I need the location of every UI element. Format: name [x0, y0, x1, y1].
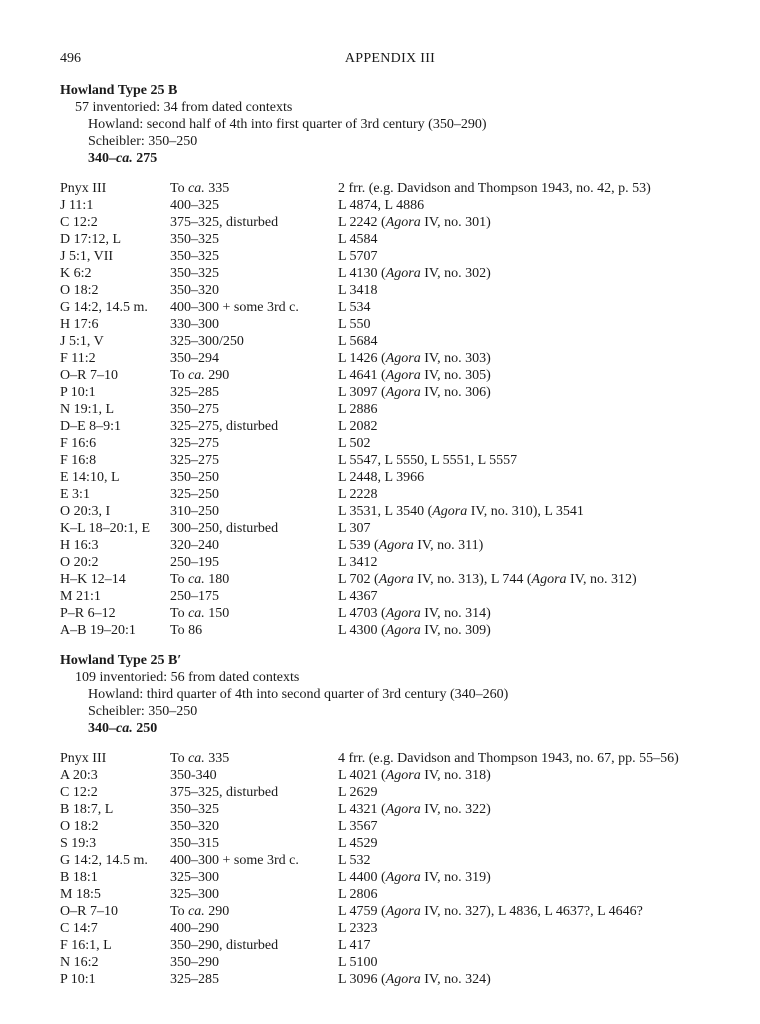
- objects-cell: L 4400 (Agora IV, no. 319): [338, 870, 491, 885]
- date-cell: 350-340: [170, 768, 217, 783]
- context-table: [60, 180, 720, 639]
- objects-cell: L 3096 (Agora IV, no. 324): [338, 972, 491, 987]
- table-row: [60, 333, 720, 350]
- table-row: [60, 469, 720, 486]
- table-row: [60, 954, 720, 971]
- table-row: [60, 299, 720, 316]
- date-cell: 310–250: [170, 504, 219, 519]
- objects-cell: 2 frr. (e.g. Davidson and Thompson 1943, no. 42, p. 53): [338, 181, 651, 196]
- table-row: [60, 588, 720, 605]
- objects-cell: L 702 (Agora IV, no. 313), L 744 (Agora IV, no. 312): [338, 572, 637, 587]
- objects-cell: L 3418: [338, 283, 378, 298]
- date-cell: To ca. 335: [170, 751, 230, 766]
- context-cell: O–R 7–10: [60, 904, 118, 919]
- page-number: 496: [60, 51, 81, 66]
- date-cell: To ca. 290: [170, 368, 230, 383]
- context-cell: F 11:2: [60, 351, 96, 366]
- date-cell: To ca. 290: [170, 904, 230, 919]
- objects-cell: L 4641 (Agora IV, no. 305): [338, 368, 491, 383]
- table-row: [60, 903, 720, 920]
- table-row: [60, 818, 720, 835]
- context-cell: B 18:1: [60, 870, 98, 885]
- context-cell: G 14:2, 14.5 m.: [60, 300, 148, 315]
- table-row: [60, 886, 720, 903]
- objects-cell: L 4321 (Agora IV, no. 322): [338, 802, 491, 817]
- objects-cell: L 4021 (Agora IV, no. 318): [338, 768, 491, 783]
- table-row: [60, 435, 720, 452]
- context-cell: S 19:3: [60, 836, 97, 851]
- date-cell: 325–275: [170, 436, 219, 451]
- date-cell: To ca. 150: [170, 606, 230, 621]
- context-cell: C 12:2: [60, 785, 98, 800]
- objects-cell: L 3097 (Agora IV, no. 306): [338, 385, 491, 400]
- table-row: [60, 622, 720, 639]
- date-range: 340–ca. 275: [88, 151, 158, 166]
- date-cell: 350–315: [170, 836, 219, 851]
- date-cell: 350–290, disturbed: [170, 938, 279, 953]
- table-row: [60, 869, 720, 886]
- context-cell: F 16:6: [60, 436, 97, 451]
- objects-cell: L 4367: [338, 589, 378, 604]
- date-cell: 350–275: [170, 402, 219, 417]
- date-cell: 350–320: [170, 819, 219, 834]
- context-cell: N 16:2: [60, 955, 99, 970]
- table-row: [60, 767, 720, 784]
- context-table: [60, 750, 720, 988]
- table-row: [60, 350, 720, 367]
- table-row: [60, 384, 720, 401]
- context-cell: P–R 6–12: [60, 606, 116, 621]
- date-cell: 325–285: [170, 972, 219, 987]
- context-cell: E 3:1: [60, 487, 90, 502]
- objects-cell: L 4759 (Agora IV, no. 327), L 4836, L 4637?, L 4646?: [338, 904, 643, 919]
- date-cell: 350–250: [170, 470, 219, 485]
- objects-cell: L 5707: [338, 249, 378, 264]
- context-cell: J 11:1: [60, 198, 94, 213]
- context-cell: P 10:1: [60, 385, 96, 400]
- objects-cell: L 4584: [338, 232, 378, 247]
- context-cell: M 18:5: [60, 887, 101, 902]
- objects-cell: L 2323: [338, 921, 378, 936]
- date-cell: 300–250, disturbed: [170, 521, 279, 536]
- date-cell: 325–285: [170, 385, 219, 400]
- table-row: [60, 920, 720, 937]
- context-cell: G 14:2, 14.5 m.: [60, 853, 148, 868]
- objects-cell: L 4874, L 4886: [338, 198, 425, 213]
- objects-cell: L 550: [338, 317, 371, 332]
- context-cell: Pnyx III: [60, 751, 107, 766]
- table-row: [60, 750, 720, 767]
- date-cell: To ca. 335: [170, 181, 230, 196]
- table-row: [60, 571, 720, 588]
- objects-cell: L 417: [338, 938, 371, 953]
- context-cell: N 19:1, L: [60, 402, 115, 417]
- inventoried-count: 57 inventoried: 34 from dated contexts: [75, 100, 293, 115]
- context-cell: O 18:2: [60, 819, 99, 834]
- objects-cell: L 4703 (Agora IV, no. 314): [338, 606, 491, 621]
- table-row: [60, 282, 720, 299]
- date-cell: 350–294: [170, 351, 219, 366]
- objects-cell: L 1426 (Agora IV, no. 303): [338, 351, 491, 366]
- howland-date: Howland: second half of 4th into first quarter of 3rd century (350–290): [88, 117, 487, 132]
- objects-cell: L 3531, L 3540 (Agora IV, no. 310), L 3541: [338, 504, 584, 519]
- table-row: [60, 401, 720, 418]
- objects-cell: L 307: [338, 521, 371, 536]
- context-cell: H 17:6: [60, 317, 99, 332]
- context-cell: O–R 7–10: [60, 368, 118, 383]
- context-cell: C 14:7: [60, 921, 98, 936]
- context-cell: H 16:3: [60, 538, 99, 553]
- table-row: [60, 316, 720, 333]
- context-cell: D 17:12, L: [60, 232, 122, 247]
- objects-cell: L 4130 (Agora IV, no. 302): [338, 266, 491, 281]
- table-row: [60, 214, 720, 231]
- context-cell: J 5:1, V: [60, 334, 104, 349]
- table-row: [60, 248, 720, 265]
- table-row: [60, 605, 720, 622]
- context-cell: K 6:2: [60, 266, 92, 281]
- objects-cell: L 2228: [338, 487, 378, 502]
- date-cell: 400–300 + some 3rd c.: [170, 300, 299, 315]
- objects-cell: L 2448, L 3966: [338, 470, 425, 485]
- date-cell: 350–325: [170, 249, 219, 264]
- table-row: [60, 503, 720, 520]
- objects-cell: L 5547, L 5550, L 5551, L 5557: [338, 453, 518, 468]
- date-cell: 325–250: [170, 487, 219, 502]
- table-row: [60, 265, 720, 282]
- scheibler-date: Scheibler: 350–250: [88, 704, 198, 719]
- table-row: [60, 937, 720, 954]
- date-cell: 325–300: [170, 870, 219, 885]
- date-cell: 330–300: [170, 317, 219, 332]
- context-cell: Pnyx III: [60, 181, 107, 196]
- date-cell: 400–300 + some 3rd c.: [170, 853, 299, 868]
- objects-cell: L 2806: [338, 887, 378, 902]
- date-cell: 375–325, disturbed: [170, 215, 279, 230]
- objects-cell: L 2082: [338, 419, 378, 434]
- context-cell: B 18:7, L: [60, 802, 114, 817]
- context-cell: F 16:8: [60, 453, 97, 468]
- context-cell: J 5:1, VII: [60, 249, 114, 264]
- table-row: [60, 486, 720, 503]
- table-row: [60, 418, 720, 435]
- section-type-25b: [60, 82, 720, 639]
- table-row: [60, 801, 720, 818]
- page-header-title: APPENDIX III: [344, 51, 436, 66]
- table-row: [60, 520, 720, 537]
- date-cell: 325–275, disturbed: [170, 419, 279, 434]
- table-row: [60, 835, 720, 852]
- howland-date: Howland: third quarter of 4th into second quarter of 3rd century (340–260): [88, 687, 509, 702]
- table-row: [60, 197, 720, 214]
- objects-cell: L 502: [338, 436, 371, 451]
- date-cell: 375–325, disturbed: [170, 785, 279, 800]
- date-cell: 350–290: [170, 955, 219, 970]
- inventoried-count: 109 inventoried: 56 from dated contexts: [75, 670, 300, 685]
- objects-cell: L 532: [338, 853, 371, 868]
- context-cell: O 20:3, I: [60, 504, 111, 519]
- date-cell: 350–325: [170, 266, 219, 281]
- date-cell: To 86: [170, 623, 203, 638]
- table-row: [60, 971, 720, 988]
- objects-cell: L 2629: [338, 785, 378, 800]
- date-cell: 350–320: [170, 283, 219, 298]
- objects-cell: L 5684: [338, 334, 378, 349]
- context-cell: A–B 19–20:1: [60, 623, 136, 638]
- table-row: [60, 231, 720, 248]
- table-row: [60, 537, 720, 554]
- objects-cell: L 2886: [338, 402, 378, 417]
- context-cell: E 14:10, L: [60, 470, 120, 485]
- date-cell: 325–300: [170, 887, 219, 902]
- objects-cell: L 3567: [338, 819, 378, 834]
- objects-cell: L 2242 (Agora IV, no. 301): [338, 215, 491, 230]
- date-cell: 400–290: [170, 921, 219, 936]
- objects-cell: L 3412: [338, 555, 378, 570]
- objects-cell: L 5100: [338, 955, 378, 970]
- objects-cell: L 4529: [338, 836, 378, 851]
- scheibler-date: Scheibler: 350–250: [88, 134, 198, 149]
- table-row: [60, 784, 720, 801]
- table-row: [60, 367, 720, 384]
- context-cell: F 16:1, L: [60, 938, 112, 953]
- objects-cell: 4 frr. (e.g. Davidson and Thompson 1943, no. 67, pp. 55–56): [338, 751, 679, 766]
- date-cell: 350–325: [170, 802, 219, 817]
- section-title: Howland Type 25 B′: [60, 653, 182, 668]
- context-cell: A 20:3: [60, 768, 98, 783]
- date-cell: 250–195: [170, 555, 219, 570]
- date-cell: 325–300/250: [170, 334, 244, 349]
- section-title: Howland Type 25 B: [60, 83, 178, 98]
- objects-cell: L 4300 (Agora IV, no. 309): [338, 623, 491, 638]
- date-range: 340–ca. 250: [88, 721, 158, 736]
- table-row: [60, 180, 720, 197]
- table-row: [60, 852, 720, 869]
- context-cell: D–E 8–9:1: [60, 419, 122, 434]
- date-cell: 320–240: [170, 538, 219, 553]
- date-cell: 400–325: [170, 198, 219, 213]
- table-row: [60, 452, 720, 469]
- context-cell: H–K 12–14: [60, 572, 126, 587]
- date-cell: 325–275: [170, 453, 219, 468]
- context-cell: P 10:1: [60, 972, 96, 987]
- context-cell: O 18:2: [60, 283, 99, 298]
- context-cell: M 21:1: [60, 589, 101, 604]
- date-cell: To ca. 180: [170, 572, 230, 587]
- date-cell: 250–175: [170, 589, 219, 604]
- running-head: [60, 50, 720, 68]
- context-cell: K–L 18–20:1, E: [60, 521, 151, 536]
- table-row: [60, 554, 720, 571]
- section-type-25b-prime: [60, 652, 720, 988]
- objects-cell: L 534: [338, 300, 371, 315]
- date-cell: 350–325: [170, 232, 219, 247]
- context-cell: C 12:2: [60, 215, 98, 230]
- objects-cell: L 539 (Agora IV, no. 311): [338, 538, 484, 553]
- context-cell: O 20:2: [60, 555, 99, 570]
